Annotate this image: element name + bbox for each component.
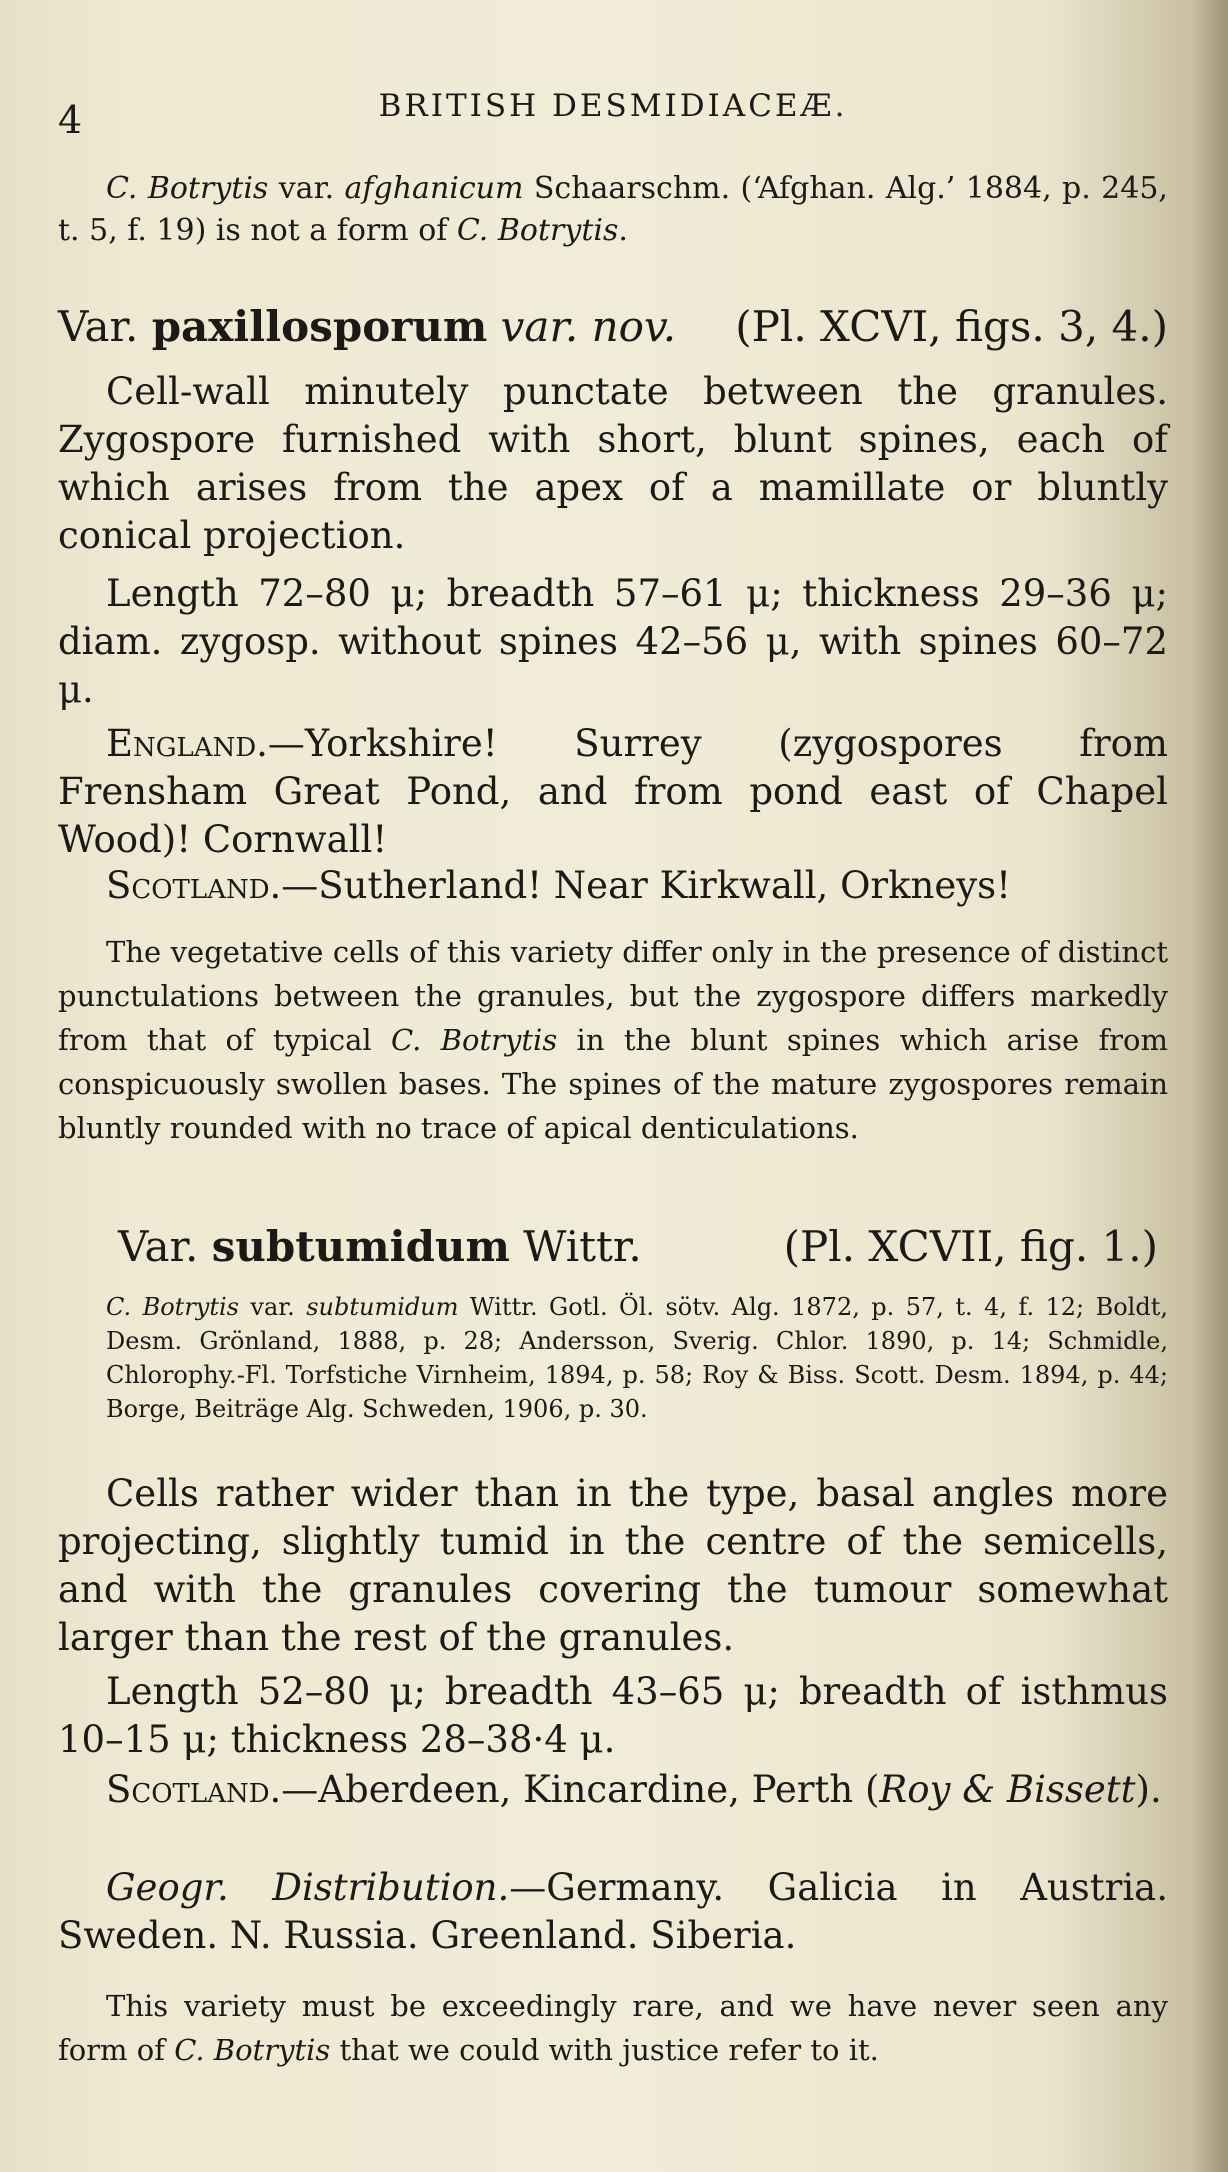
var2-heading: Var. subtumidum Wittr. (Pl. XCVII, fig. 1.) [58,1220,1158,1274]
var1-heading: Var. paxillosporum var. nov. (Pl. XCVI, figs. 3, 4.) [58,300,1168,354]
page-header [58,80,1168,140]
var1-plate: (Pl. XCVI, figs. 3, 4.) [735,302,1168,351]
var2-measurements: Length 52–80 μ; breadth 43–65 μ; breadth of isthmus 10–15 μ; thickness 28–38·4 μ. [58,1670,1168,1761]
var1-england: England.—Yorkshire! Surrey (zygospores from Frensham Great Pond, and from pond east of Chapel Wood)! Cornwall! [58,722,1168,861]
intro-paragraph: C. Botrytis var. afghanicum Schaarschm. (‘Afghan. Alg.’ 1884, p. 245, t. 5, f. 19) is not a form of C. Botrytis. [58,171,1168,248]
var2-note: This variety must be exceedingly rare, and we have never seen any form of C. Botrytis that we could with justice refer to it. [58,1989,1168,2067]
var2-scotland: Scotland.—Aberdeen, Kincardine, Perth (Roy & Bissett). [106,1768,1162,1811]
var2-citations: C. Botrytis var. subtumidum Wittr. Gotl. Öl. sötv. Alg. 1872, p. 57, t. 4, f. 12; Boldt, Desm. Grönland, 1888, p. 28; Andersson, Sverig. Chlor. 1890, p. 14; Schmidle, Chlorophy.-Fl. Torfstiche Virnheim, 1894, p. 58; Roy & Biss. Scott. Desm. 1894, p. 44; Borge, Beiträge Alg. Schweden, 1906, p. 30. [106,1293,1168,1423]
var2-distribution: Geogr. Distribution.—Germany. Galicia in Austria. Sweden. N. Russia. Greenland. Siberia. [58,1866,1168,1957]
var2-description: Cells rather wider than in the type, basal angles more projecting, slightly tumid in the centre of the semicells, and with the granules covering the tumour somewhat larger than the rest of the granules. [58,1472,1168,1659]
var1-measurements: Length 72–80 μ; breadth 57–61 μ; thickness 29–36 μ; diam. zygosp. without spines 42–56 μ, with spines 60–72 μ. [58,572,1168,711]
var2-plate: (Pl. XCVII, fig. 1.) [783,1222,1158,1271]
var1-description: Cell-wall minutely punctate between the granules. Zygospore furnished with short, blunt spines, each of which arises from the apex of a mamillate or bluntly conical projection. [58,370,1168,557]
running-title: BRITISH DESMIDIACEÆ. [378,88,848,124]
var1-note: The vegetative cells of this variety differ only in the presence of distinct punctulations between the granules, but the zygospore differs markedly from that of typical C. Botrytis in the blunt spines which arise from conspicuously swollen bases. The spines of the mature zygospores remain bluntly rounded with no trace of apical denticulations. [58,935,1168,1145]
var1-scotland: Scotland.—Sutherland! Near Kirkwall, Orkneys! [106,864,1012,907]
page-number: 4 [58,98,83,142]
